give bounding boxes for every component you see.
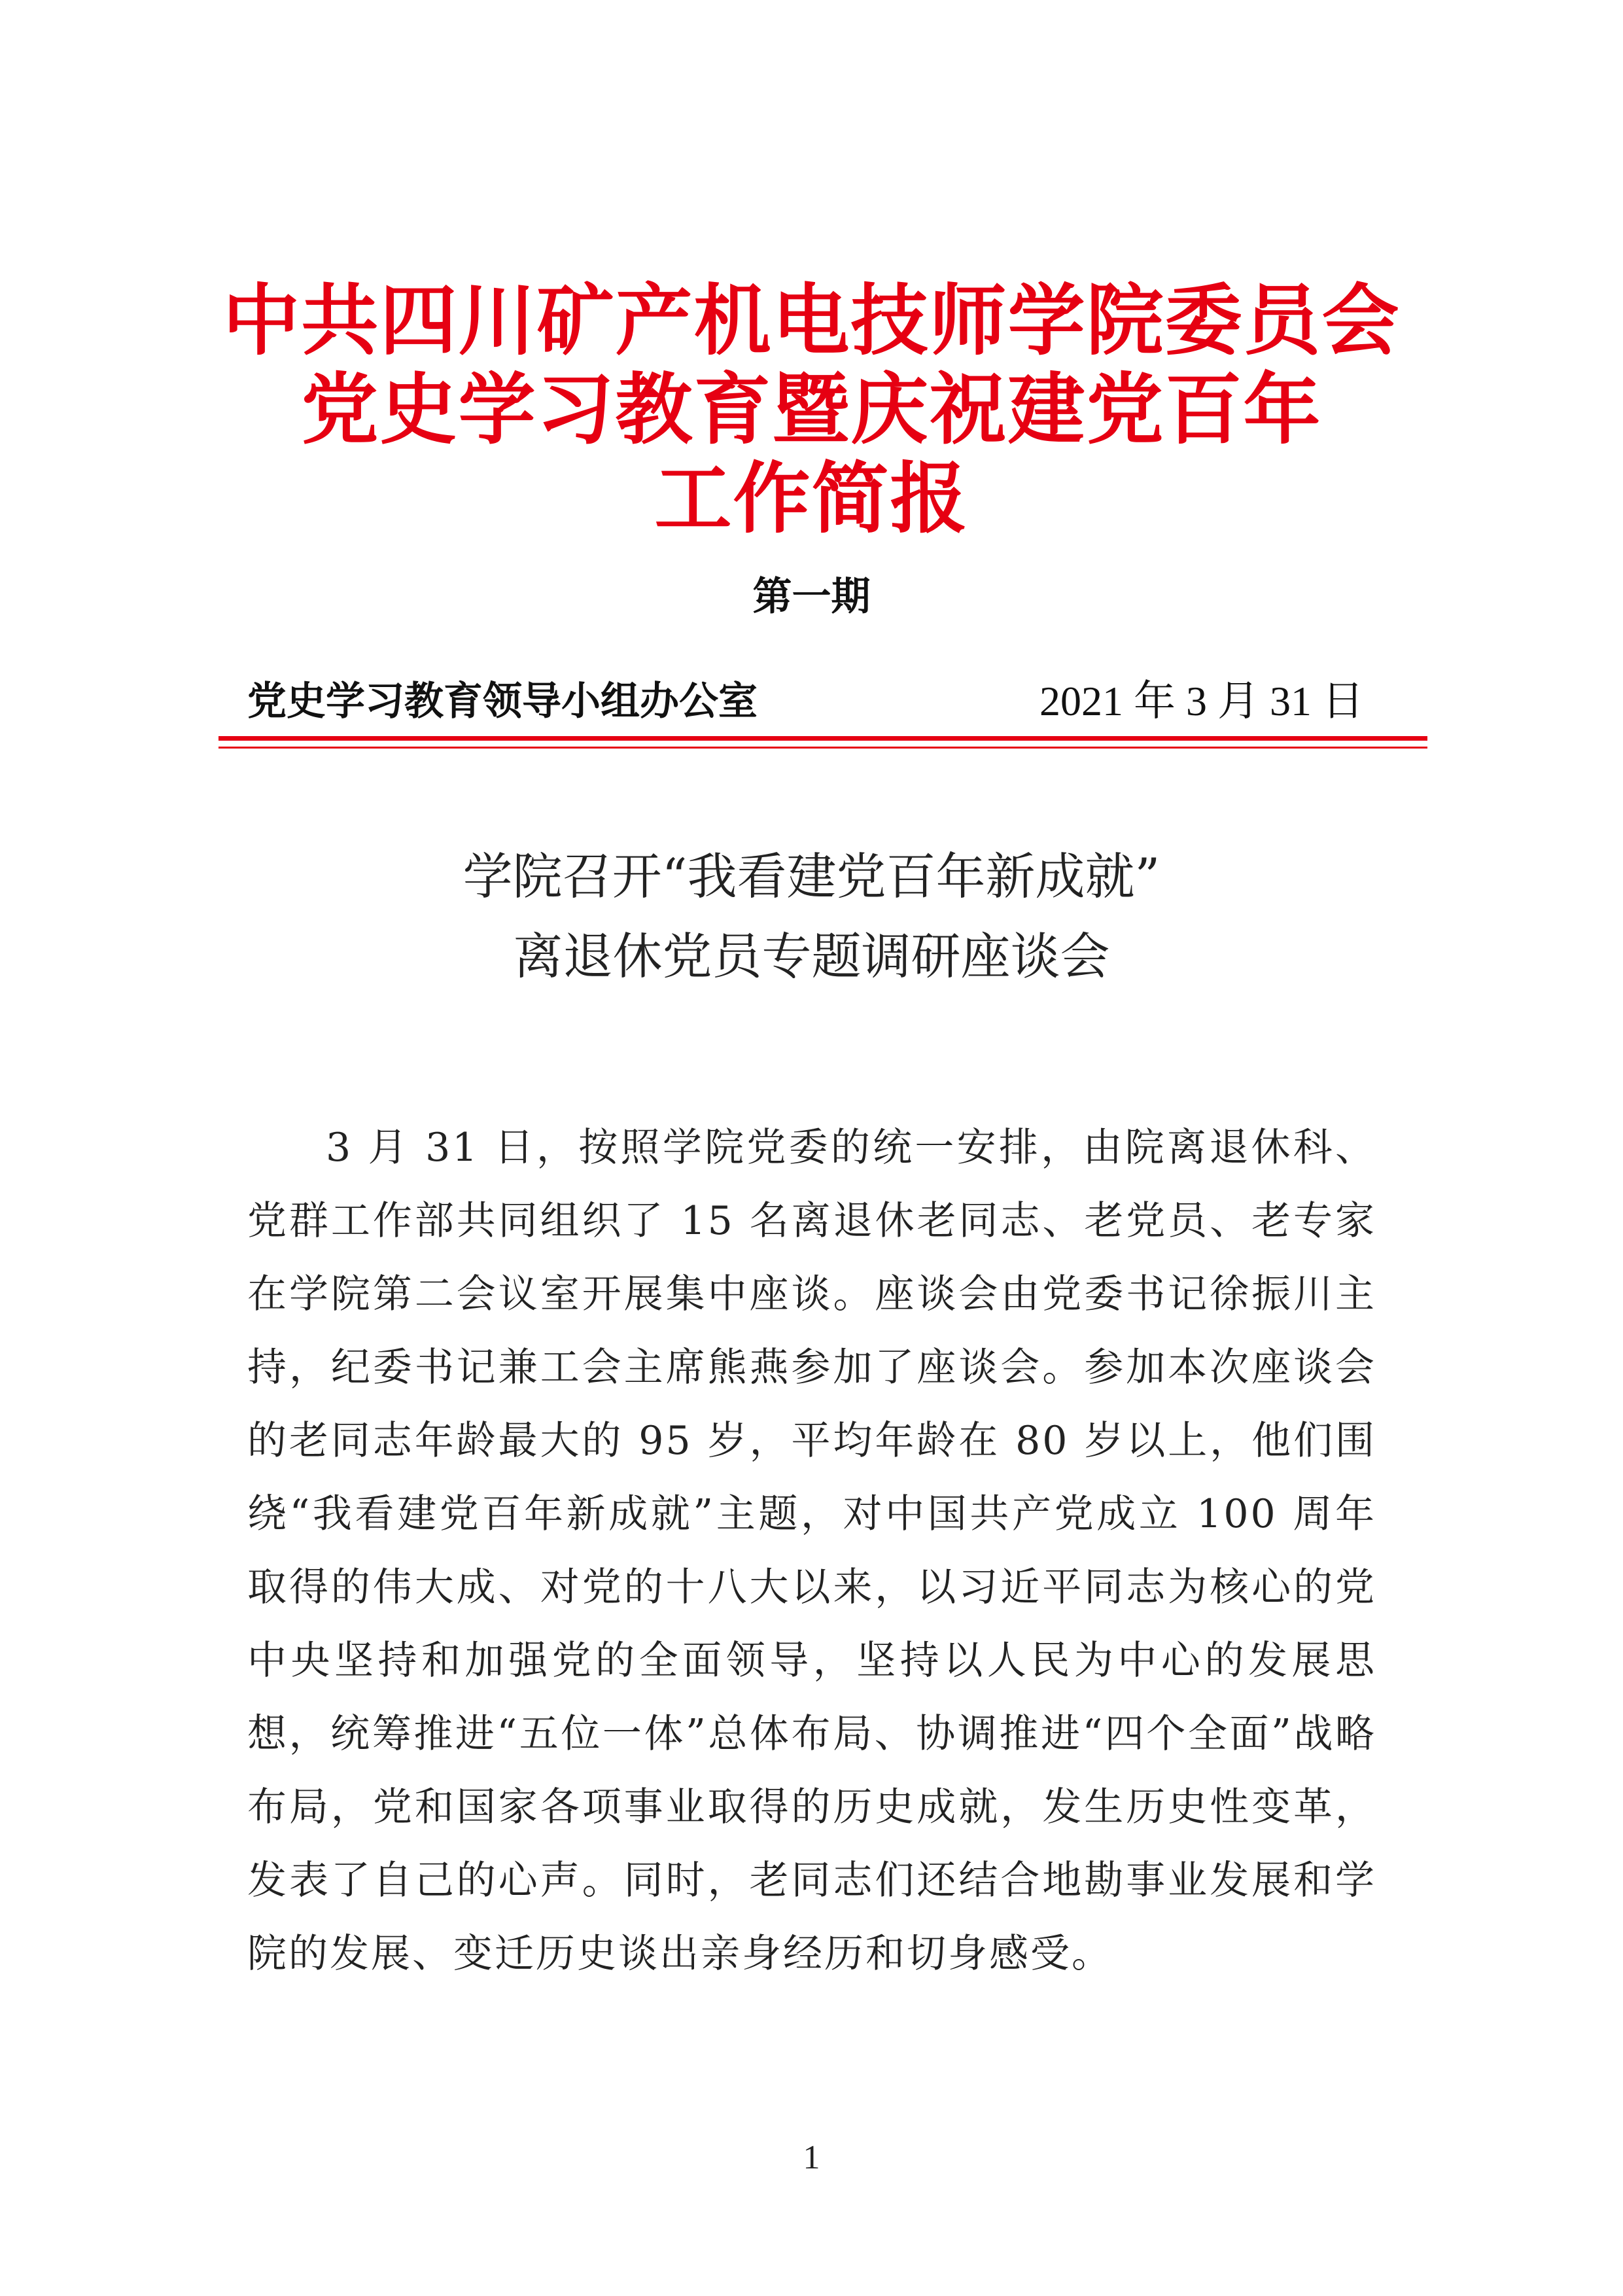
issuer-office: 党史学习教育领导小组办公室 xyxy=(247,679,758,724)
issue-date: 2021 年 3 月 31 日 xyxy=(1039,678,1364,724)
header-title-line-3: 工作简报 xyxy=(654,453,969,544)
page-number: 1 xyxy=(803,2139,820,2176)
header-divider-thin xyxy=(218,747,1427,749)
header-title-line-1: 中共四川矿产机电技师学院委员会 xyxy=(222,275,1401,366)
article-headline-line-2: 离退休党员专题调研座谈会 xyxy=(513,927,1110,985)
issue-number: 第一期 xyxy=(752,574,871,620)
header-title-line-2: 党史学习教育暨庆祝建党百年 xyxy=(301,364,1322,455)
header-divider-thick xyxy=(218,736,1427,741)
article-headline-line-1: 学院召开“我看建党百年新成就” xyxy=(462,847,1161,906)
article-body-paragraph: 3 月 31 日，按照学院党委的统一安排，由院离退休科、党群工作部共同组织了 15 名离退休老同志、老党员、老专家在学院第二会议室开展集中座谈。座谈会由党委书记徐振川主持，纪委书记兼工会主席熊燕参加了座谈会。参加本次座谈会的老同志年龄最大的 95 岁，平均年龄在 80 岁以上，他们围绕“我看建党百年新成就”主题，对中国共产党成立 100 周年取得的伟大成、对党的十八大以来，以习近平同志为核心的党中央坚持和加强党的全面领导，坚持以人民为中心的发展思想，统筹推进“五位一体”总体布局、协调推进“四个全面”战略布局，党和国家各项事业取得的历史成就，发生历史性变革，发表了自己的心声。同时，老同志们还结合地勘事业发展和学院的发展、变迁历史谈出亲身经历和切身感受。 xyxy=(247,1125,1376,1977)
